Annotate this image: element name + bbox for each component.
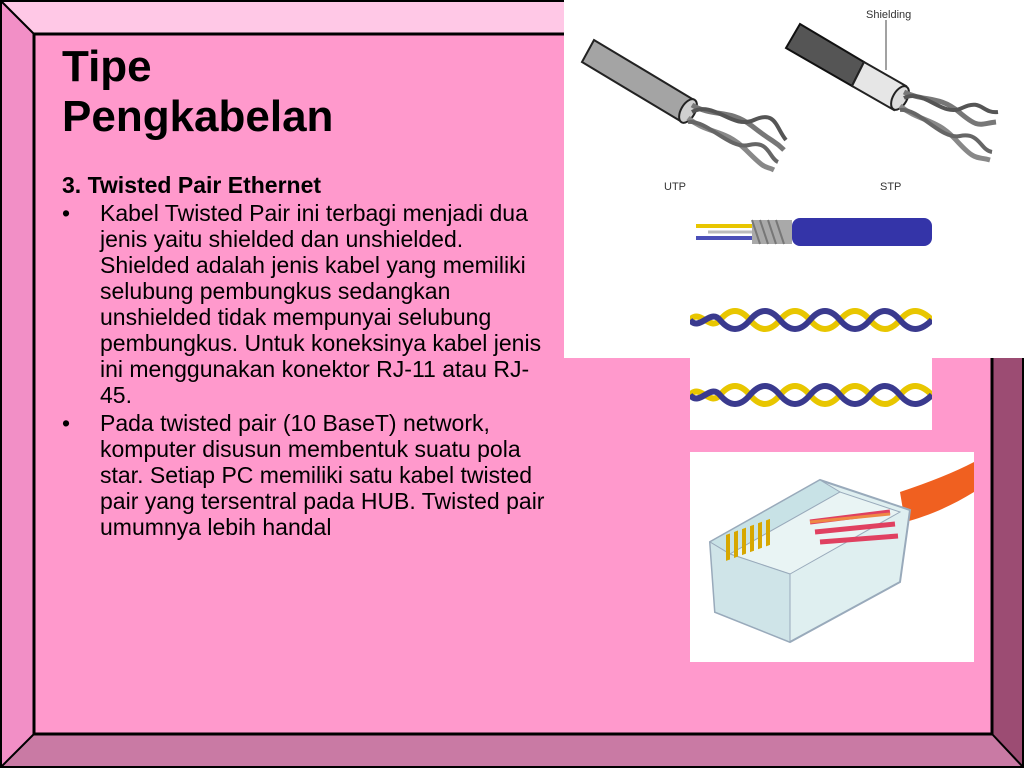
bullet-item: • Kabel Twisted Pair ini terbagi menjadi dua jenis yaitu shielded dan unshielded. Shielded adalah jenis kabel yang memiliki selubung pembungkus sedangkan unshielded tidak mempunyai selubung pembungkus. Untuk koneksinya kabel jenis ini menggunakan konektor RJ-11 atau RJ-45. [62,200,552,408]
twisted-pair-cable-icon [690,386,932,404]
rj45-connector-photo [690,452,974,662]
slide-title-line-2: Pengkabelan [62,92,334,141]
slide-title-line-1: Tipe [62,42,152,91]
frame-left-bevel [0,0,34,768]
frame-bottom-bevel [0,734,1024,768]
utp-label: UTP [664,181,686,193]
twisted-pair-cables-photo [690,200,932,430]
rj45-connector-icon [710,462,974,642]
section-subtitle: 3. Twisted Pair Ethernet [62,172,322,198]
shielded-twisted-pair-icon [690,200,932,270]
utp-cable-icon [582,40,786,170]
twisted-pair-cable-icon [690,311,932,329]
slide-text-block [62,42,552,542]
shielding-label: Shielding [866,9,912,21]
bullet-item: • Pada twisted pair (10 BaseT) network, komputer disusun membentuk suatu pola star. Setiap PC memiliki satu kabel twisted pair yang tersentral pada HUB. Twisted pair umumnya lebih handal [62,410,552,540]
stp-cable-icon [786,20,998,160]
stp-label: STP [880,181,902,193]
slide-title [62,42,552,142]
bullet-list [62,200,552,540]
